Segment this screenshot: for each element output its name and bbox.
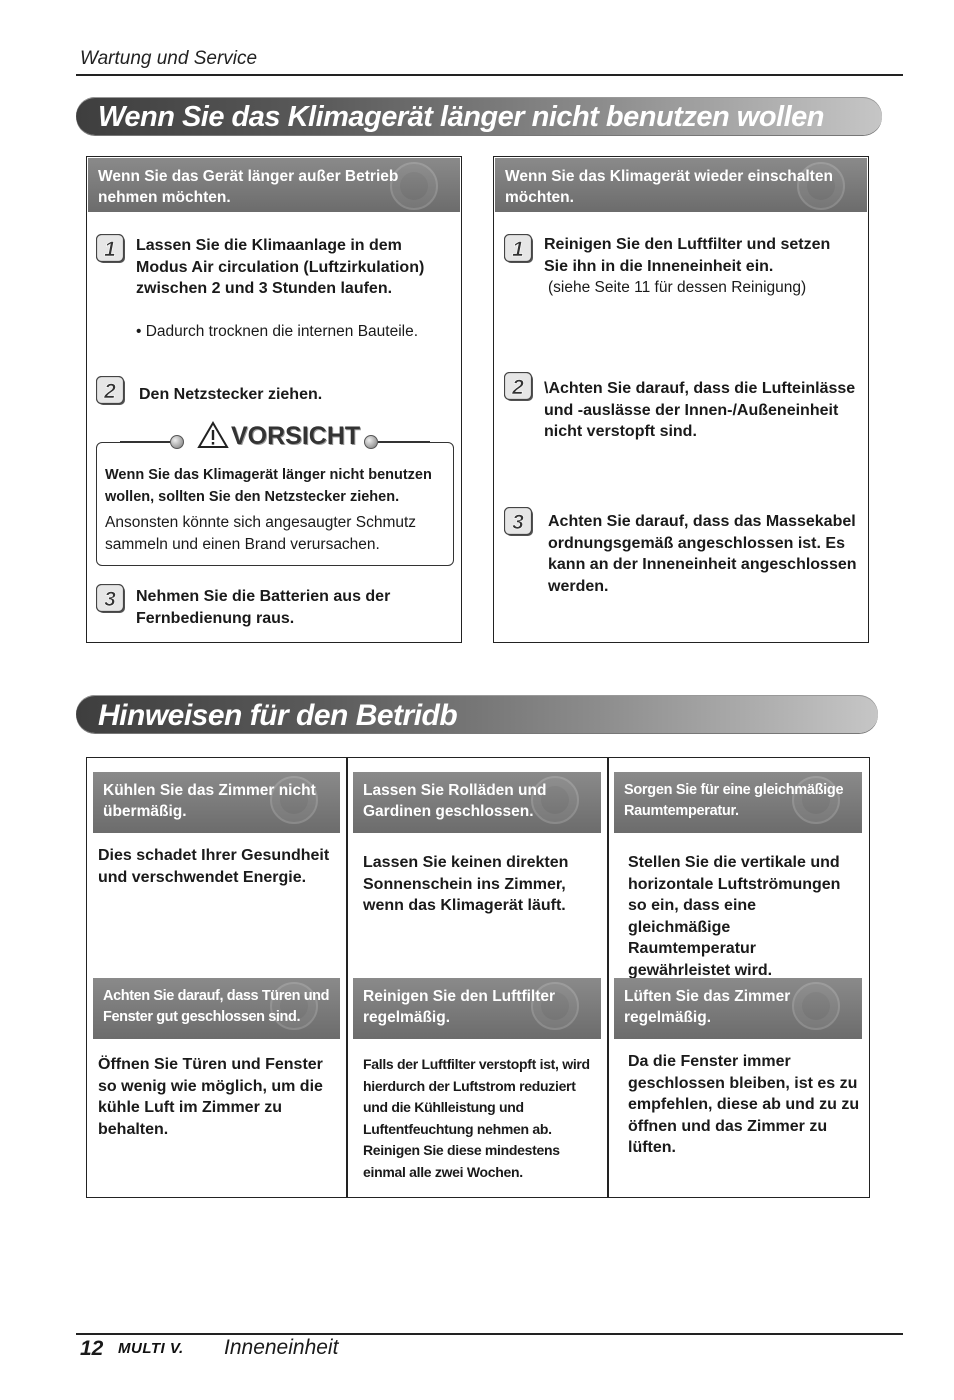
caution-dot-left [170, 435, 184, 449]
left-box-header [88, 158, 460, 212]
section1-title-banner [76, 97, 882, 135]
tip-text-1: Dies schadet Ihrer Gesundheit und verschwendet Energie. [98, 847, 330, 886]
svg-text:1: 1 [512, 238, 524, 261]
caution-line-right [378, 441, 430, 443]
step-3-icon [96, 584, 126, 614]
caution-line-left [120, 441, 170, 443]
step-1-icon [504, 234, 534, 264]
left-step3-text: Nehmen Sie die Batterien aus der Fernbedienung raus. [136, 588, 391, 627]
tip-header-2 [353, 772, 601, 833]
tip-header-6 [614, 978, 862, 1039]
step-1-icon [96, 234, 126, 264]
tip-header-3-text: Sorgen Sie für eine gleichmäßige Raumtemperatur. [624, 782, 844, 819]
section2-title-banner [76, 695, 878, 733]
warning-triangle-icon [197, 421, 229, 449]
tip-text-6: Da die Fenster immer geschlossen bleiben, ist es zu empfehlen, diese ab und zu zu öffnen und das Zimmer zu lüften. [628, 1053, 860, 1156]
right-box-header [495, 158, 867, 212]
caution-bold-text: Wenn Sie das Klimagerät länger nicht benutzen wollen, sollten Sie den Netzstecker ziehen. [105, 467, 432, 505]
tip-header-4-text: Achten Sie darauf, dass Türen und Fenster gut geschlossen sind. [103, 988, 330, 1025]
tip-header-2-text: Lassen Sie Rolläden und Gardinen geschlossen. [363, 782, 547, 820]
svg-text:1: 1 [104, 238, 116, 261]
header-rule [76, 74, 903, 76]
caution-title: VORSICHT [231, 422, 361, 450]
section-label: Wartung und Service [80, 48, 258, 69]
tip-header-6-text: Lüften Sie das Zimmer regelmäßig. [624, 988, 791, 1026]
svg-text:2: 2 [104, 380, 116, 403]
tip-header-5-text: Reinigen Sie den Luftfilter regelmäßig. [363, 988, 556, 1026]
step-2-icon [504, 372, 534, 402]
left-step2-text: Den Netzstecker ziehen. [139, 386, 323, 403]
svg-text:3: 3 [104, 588, 116, 611]
grid-divider-2 [607, 757, 609, 1197]
right-step1-text: Reinigen Sie den Luftfilter und setzen Sie ihn in die Inneneinheit ein. [544, 236, 831, 275]
tip-header-3 [614, 772, 862, 833]
footer-rule [76, 1333, 903, 1335]
tip-text-3: Stellen Sie die vertikale und horizontale Luftströmungen so ein, dass eine gleichmäßige Raumtemperatur gewährleistet wird. [628, 854, 841, 979]
footer-page-number: 12 [80, 1337, 104, 1360]
caution-dot-right [364, 435, 378, 449]
section1-title: Wenn Sie das Klimagerät länger nicht benutzen wollen [98, 101, 824, 133]
tip-header-1 [93, 772, 340, 833]
section2-title: Hinweisen für den Betridb [98, 699, 458, 732]
step-2-icon [96, 376, 126, 406]
caution-text: Ansonsten könnte sich angesaugter Schmutz sammeln und einen Brand verursachen. [105, 514, 417, 553]
right-box-header-text: Wenn Sie das Klimagerät wieder einschalten möchten. [505, 168, 833, 206]
right-step2-text: \Achten Sie darauf, dass die Lufteinlässe und -auslässe der Innen-/Außeneinheit nicht verstopft sind. [544, 380, 856, 440]
tip-text-5: Falls der Luftfilter verstopft ist, wird hierdurch der Luftstrom reduziert und die Kühlleistung und Luftentfeuchtung nehmen ab. Reinigen Sie diese mindestens einmal alle zwei Wochen. [363, 1056, 590, 1180]
right-step3-text: Achten Sie darauf, dass das Massekabel ordnungsgemäß angeschlossen ist. Es kann an der Inneneinheit angeschlossen werden. [548, 513, 857, 595]
tip-header-4 [93, 978, 340, 1039]
step-3-icon [504, 507, 534, 537]
left-step1-note: • Dadurch trocknen die internen Bauteile. [136, 323, 419, 340]
left-box-header-text: Wenn Sie das Gerät länger außer Betrieb nehmen möchten. [98, 168, 399, 206]
tip-header-1-text: Kühlen Sie das Zimmer nicht übermäßig. [103, 782, 316, 820]
right-step1-note: (siehe Seite 11 für dessen Reinigung) [548, 279, 807, 296]
left-step1-text: Lassen Sie die Klimaanlage in dem Modus Air circulation (Luftzirkulation) zwischen 2 und 3 Stunden laufen. [136, 237, 425, 297]
tip-text-4: Öffnen Sie Türen und Fenster so wenig wie möglich, um die kühle Luft im Zimmer zu behalten. [98, 1056, 323, 1138]
footer-brand-logo: MULTI V. [118, 1340, 184, 1357]
tip-header-5 [353, 978, 601, 1039]
svg-text:2: 2 [512, 376, 524, 399]
svg-text:3: 3 [512, 511, 524, 534]
tip-text-2: Lassen Sie keinen direkten Sonnenschein ins Zimmer, wenn das Klimagerät läuft. [363, 854, 569, 914]
grid-divider-1 [346, 757, 348, 1197]
footer-title: Inneneinheit [224, 1336, 339, 1359]
